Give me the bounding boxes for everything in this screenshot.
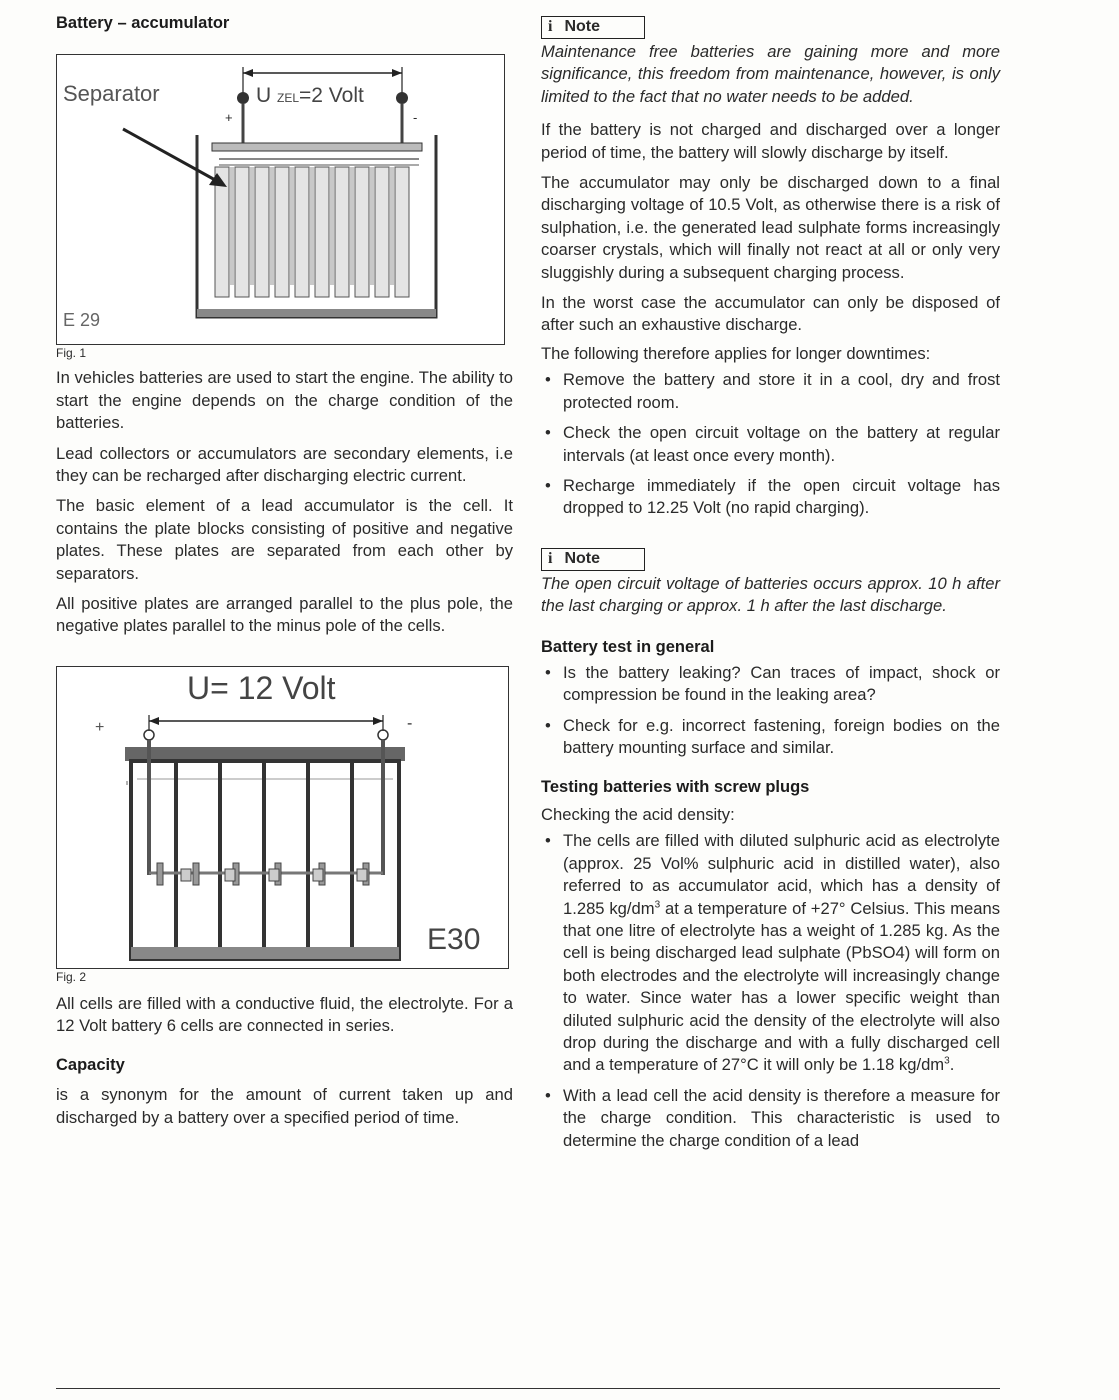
list-item — [541, 830, 1000, 1076]
paragraph: In the worst case the accumulator can only be disposed of after such an exhaustive discharge. — [541, 293, 1000, 335]
note-text: The open circuit voltage of batteries occurs approx. 10 h after the last charging or approx. 1 h after the last discharge. — [541, 573, 1000, 616]
plus-pole-label: + — [225, 110, 233, 126]
list-text: at a temperature of +27° Celsius. This means that one litre of electrolyte has a weight of 1.285 kg. As the cell is being discharged lead sulphate (PbSO4) will form on both electrodes and the electrolyte will increasingly change to water. Since water has a lower specific weight than diluted sulphuric acid the density of the electrolyte will also drop during the discharge and with a fully discharged cell and a temperature of 27°C it will only be 1.18 kg/dm — [563, 898, 1000, 1075]
plus-pole-label: + — [95, 718, 105, 736]
minus-pole-label: - — [413, 110, 418, 126]
subheading: Capacity — [56, 1055, 125, 1074]
list-text: . — [949, 1055, 955, 1075]
left-column — [56, 0, 513, 1129]
subheading: Battery test in general — [541, 637, 715, 656]
paragraph: All cells are filled with a conductive fluid, the electrolyte. For a 12 Volt battery 6 cells are connected in series. — [56, 993, 513, 1036]
list-item: • Remove the battery and store it in a cool, dry and frost protected room. — [541, 369, 1000, 414]
voltage-subscript: ZEL — [277, 91, 300, 106]
figure-1 — [56, 54, 505, 345]
list-item: • Check the open circuit voltage on the battery at regular intervals (at least once every month). — [541, 422, 1000, 467]
voltage-value: =2 Volt — [299, 84, 364, 108]
note-text: Maintenance free batteries are gaining more and more significance, this freedom from maintenance, however, is only limited to the fact that no water needs to be added. — [541, 42, 1000, 106]
paragraph: The following therefore applies for longer downtimes: — [541, 343, 931, 363]
figure-2 — [56, 666, 509, 969]
note-label: Note — [564, 549, 601, 567]
downtime-list — [541, 369, 1000, 519]
section-title: Battery – accumulator — [56, 14, 230, 32]
paragraph: is a synonym for the amount of current taken up and discharged by a battery over a specified period of time. — [56, 1085, 513, 1127]
paragraph: Checking the acid density: — [541, 804, 735, 824]
list-item: • Is the battery leaking? Can traces of impact, shock or compression be found in the leaking area? — [541, 662, 1000, 707]
minus-pole-label: - — [407, 714, 413, 732]
paragraph: The basic element of a lead accumulator is the cell. It contains the plate blocks consisting of positive and negative plates. These plates are separated from each other by separators. — [56, 496, 513, 583]
battery-voltage-label: U= 12 Volt — [187, 669, 336, 706]
paragraph: If the battery is not charged and discharged over a longer period of time, the battery will slowly discharge by itself. — [541, 120, 1000, 162]
superscript: 3 — [944, 1055, 950, 1067]
info-icon: i — [548, 549, 553, 567]
paragraph: Lead collectors or accumulators are secondary elements, i.e they can be recharged after discharging electric current. — [56, 443, 513, 486]
right-column — [541, 0, 1000, 1152]
note-box — [541, 16, 645, 39]
figure-2-caption: Fig. 2 — [56, 969, 87, 984]
paragraph: In vehicles batteries are used to start the engine. The ability to start the engine depends on the charge condition of the batteries. — [56, 368, 513, 433]
list-item: • With a lead cell the acid density is therefore a measure for the charge condition. This characteristic is used to determine the charge condition of a lead — [541, 1085, 1000, 1152]
note-box — [541, 548, 645, 571]
paragraph: The accumulator may only be discharged down to a final discharging voltage of 10.5 Volt, as otherwise there is a risk of sulphation, i.e. the generated lead sulphate forms increasingly coarser crystals, which will finally not react at all or only very sluggishly during a subsequent charging process. — [541, 173, 1000, 282]
figure-code: E 29 — [63, 310, 101, 331]
separator-label: Separator — [63, 81, 160, 107]
subheading: Testing batteries with screw plugs — [541, 777, 810, 796]
cell-voltage-label — [256, 85, 364, 109]
footer-rule — [56, 1388, 1000, 1389]
list-text: The cells are filled with diluted sulphuric acid as electrolyte (approx. 25 Vol% sulphuric acid in distilled water), also referred to as accumulator acid, which has a density of 1.285 kg/dm — [563, 831, 1000, 918]
note-label: Note — [564, 18, 601, 35]
superscript: 3 — [654, 899, 661, 911]
figure-code: E30 — [427, 922, 481, 956]
figure-1-caption: Fig. 1 — [56, 346, 87, 361]
list-item: • Recharge immediately if the open circuit voltage has dropped to 12.25 Volt (no rapid charging). — [541, 475, 1000, 520]
voltage-symbol: U — [256, 84, 272, 108]
info-icon: i — [548, 18, 553, 35]
list-item: • Check for e.g. incorrect fastening, foreign bodies on the battery mounting surface and similar. — [541, 715, 1000, 760]
paragraph: All positive plates are arranged parallel to the plus pole, the negative plates parallel to the minus pole of the cells. — [56, 594, 513, 636]
acid-density-list — [541, 830, 1000, 1152]
battery-test-list — [541, 662, 1000, 760]
